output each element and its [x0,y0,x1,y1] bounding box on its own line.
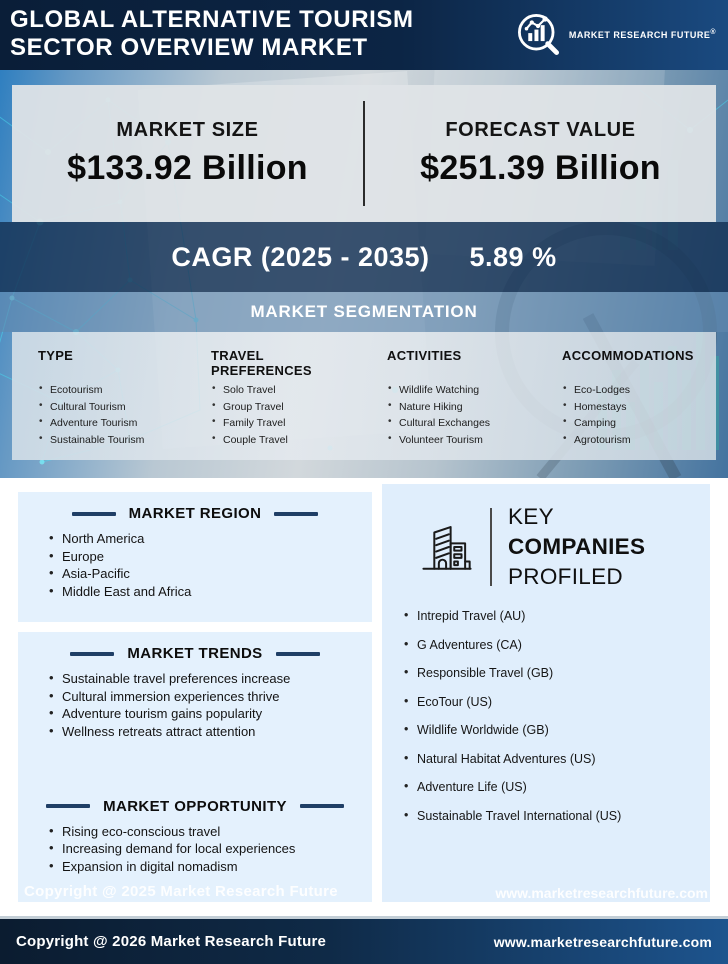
list-item: • Wildlife Watching [387,384,562,396]
segment-column-type [38,348,211,460]
list-item: • Rising eco-conscious travel [48,824,372,839]
list-item: • Volunteer Tourism [387,434,562,446]
list-item: • Sustainable Travel International (US) [404,809,710,823]
list-item: • Sustainable Tourism [38,434,211,446]
brand-name [569,29,716,40]
market-research-future-logo-icon [515,11,561,57]
key-companies-header [418,502,710,592]
segment-heading: ACCOMMODATIONS [562,348,694,363]
watermark-website-link[interactable]: www.marketresearchfuture.com [495,885,708,901]
segment-column-activities [387,348,562,460]
list-item: • Asia-Pacific [48,566,372,581]
segment-list [562,384,708,446]
segment-column-accommodations [562,348,708,460]
list-item: • G Adventures (CA) [404,638,710,652]
list-item: • Increasing demand for local experiences [48,841,372,856]
list-item: • Europe [48,549,372,564]
segment-column-travel-preferences [211,348,387,460]
list-item: • Responsible Travel (GB) [404,666,710,680]
list-item: • Intrepid Travel (AU) [404,609,710,623]
key-companies-title-line3: PROFILED [508,564,623,589]
list-item: • Natural Habitat Adventures (US) [404,752,710,766]
header-bar [0,0,728,70]
market-region-heading-row [18,492,372,522]
list-item: • Solo Travel [211,384,387,396]
key-companies-list [382,609,710,823]
segment-heading: ACTIVITIES [387,348,462,363]
market-trends-list [18,671,372,739]
heading-dash-right [274,512,318,516]
key-companies-card [382,484,710,902]
list-item: • North America [48,531,372,546]
market-trends-title: MARKET TRENDS [127,645,263,662]
market-trends-heading-row [18,632,372,662]
list-item: • Family Travel [211,417,387,429]
market-segmentation-title: MARKET SEGMENTATION [0,292,728,332]
list-item: • Camping [562,417,708,429]
list-item: • Adventure Life (US) [404,780,710,794]
list-item: • Group Travel [211,401,387,413]
market-opportunity-heading-row [18,785,372,815]
forecast-value: $251.39 Billion [420,149,661,187]
footer-bar [0,916,728,964]
segment-heading: TRAVEL PREFERENCES [211,348,312,378]
market-segmentation-panel [12,332,716,460]
footer-copyright: Copyright @ 2026 Market Research Future [16,933,327,950]
market-size-block [12,85,363,222]
segment-list [387,384,562,446]
brand-logo [515,11,716,57]
market-opportunity-list [18,824,372,874]
list-item: • Wildlife Worldwide (GB) [404,723,710,737]
cagr-band [0,222,728,292]
heading-dash-right [300,804,344,808]
market-region-title: MARKET REGION [128,505,262,522]
page-title-line1: GLOBAL ALTERNATIVE TOURISM [10,6,414,33]
heading-dash-left [70,652,114,656]
brand-name-text: MARKET RESEARCH FUTURE [568,29,711,40]
list-item: • Expansion in digital nomadism [48,859,372,874]
footer-website-link[interactable]: www.marketresearchfuture.com [493,933,712,950]
list-item: • Nature Hiking [387,401,562,413]
list-item: • Middle East and Africa [48,584,372,599]
list-item: • Cultural Exchanges [387,417,562,429]
heading-dash-left [46,804,90,808]
list-item: • Adventure Tourism [38,417,211,429]
registered-trademark: ® [710,28,716,36]
key-companies-title [508,502,645,592]
watermark-copyright: Copyright @ 2025 Market Research Future [24,883,338,900]
heading-dash-right [276,652,320,656]
cagr-label: CAGR (2025 - 2035) [171,241,430,272]
list-item: • Cultural Tourism [38,401,211,413]
list-item: • Wellness retreats attract attention [48,724,372,739]
list-item: • Agrotourism [562,434,708,446]
list-item: • Eco-Lodges [562,384,708,396]
list-item: • Cultural immersion experiences thrive [48,689,372,704]
key-companies-title-line1: KEY [508,504,554,529]
list-item: • EcoTour (US) [404,695,710,709]
market-opportunity-title: MARKET OPPORTUNITY [103,797,287,815]
segment-heading: TYPE [38,348,74,363]
market-region-list [18,531,372,599]
list-item: • Adventure tourism gains popularity [48,706,372,721]
page-title-line2: SECTOR OVERVIEW MARKET [10,34,368,61]
buildings-icon [418,516,476,578]
key-companies-title-line2: COMPANIES [508,534,646,559]
list-item: • Sustainable travel preferences increase [48,671,372,686]
page-title [10,6,414,62]
header-divider [490,508,492,586]
list-item: • Ecotourism [38,384,211,396]
segment-list [38,384,211,446]
market-stats-panel [12,85,716,222]
market-size-label: MARKET SIZE [116,119,259,141]
market-size-value: $133.92 Billion [67,149,308,187]
market-region-card [18,492,372,622]
forecast-value-label: FORECAST VALUE [445,119,636,141]
hero-section [0,70,728,478]
market-trends-opportunity-card [18,632,372,902]
heading-dash-left [72,512,116,516]
cagr-value: 5.89 % [469,241,557,272]
segment-list [211,384,387,446]
list-item: • Couple Travel [211,434,387,446]
forecast-value-block [365,85,716,222]
list-item: • Homestays [562,401,708,413]
